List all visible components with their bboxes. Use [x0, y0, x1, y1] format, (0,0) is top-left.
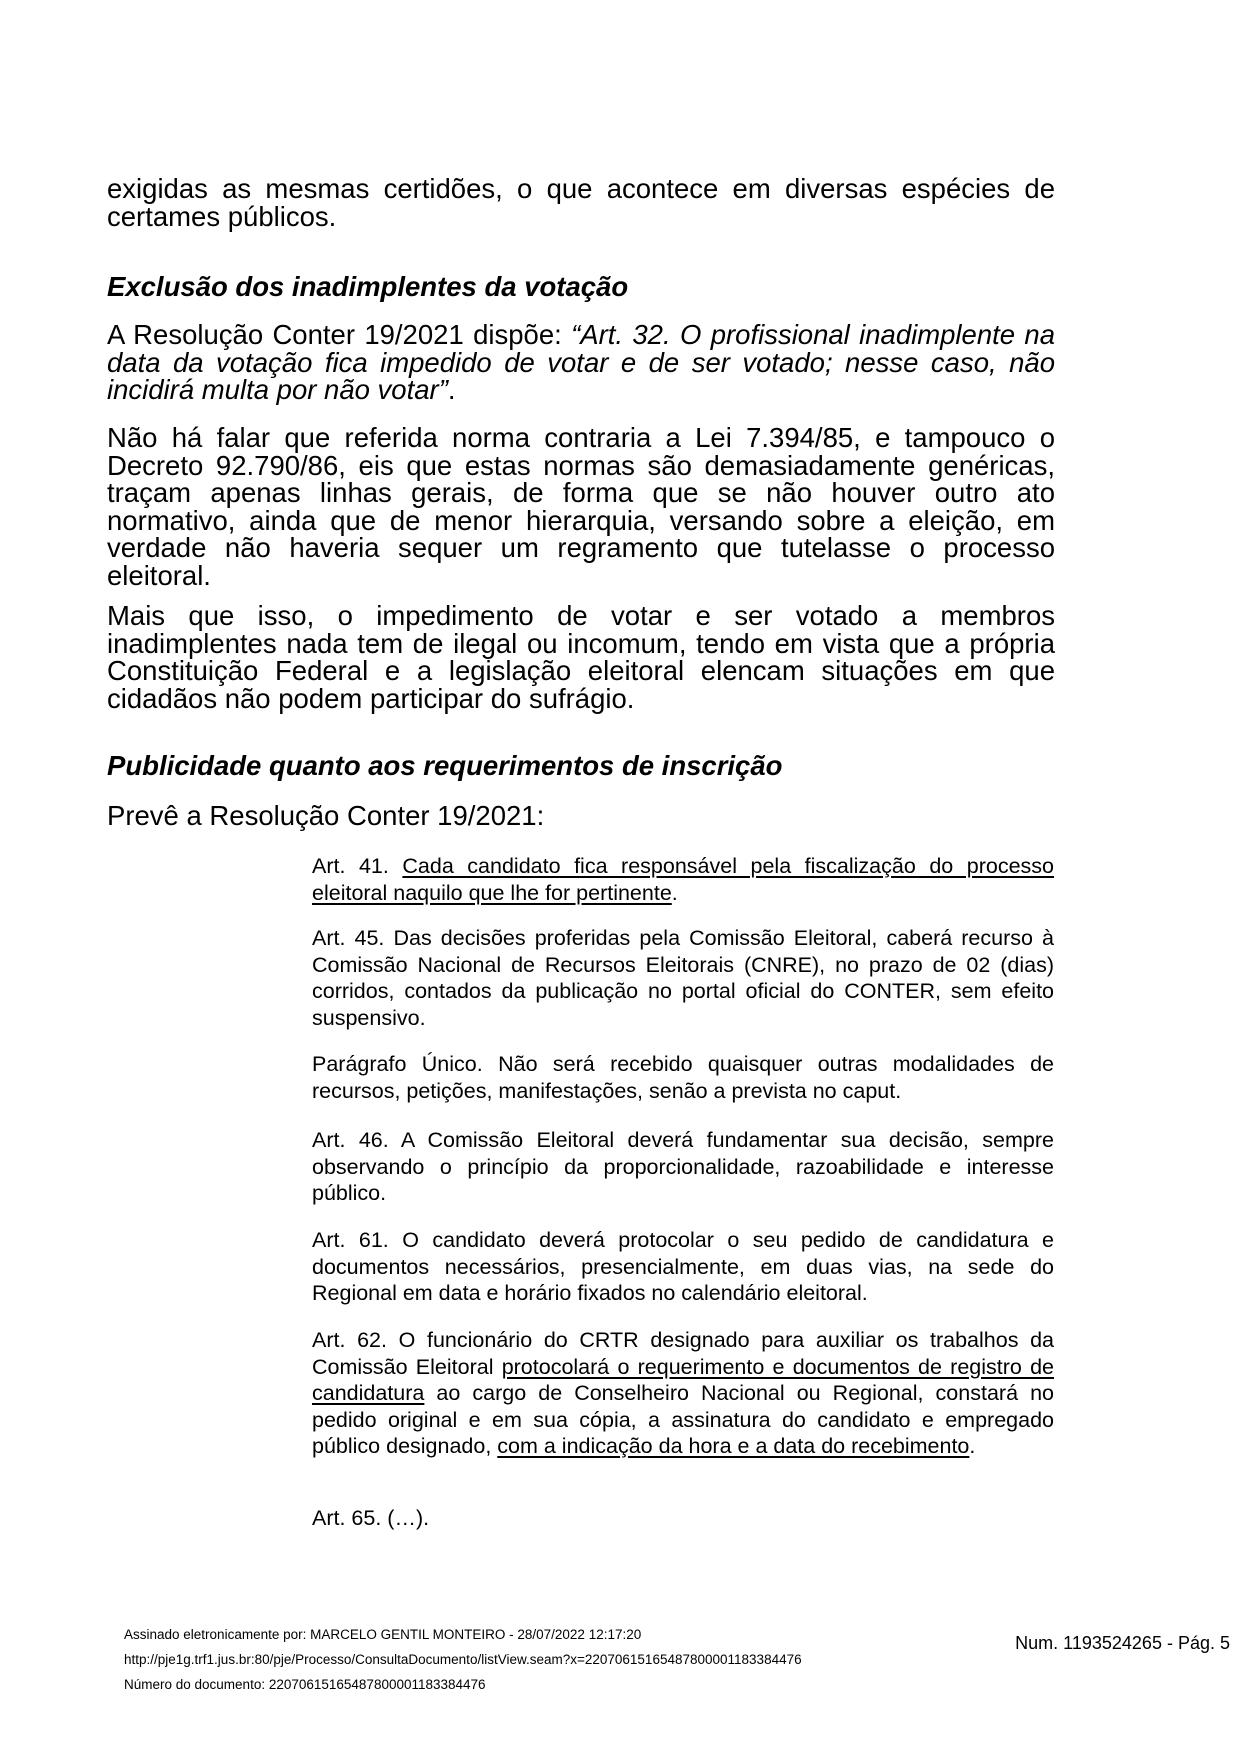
quote-paragrafo-unico: Parágrafo Único. Não será recebido quaisquer outras modalidades de recursos, petições, manifestações, senão a prevista no caput. — [312, 1052, 1054, 1103]
quote-art65: Art. 65. (…). — [312, 1506, 430, 1530]
paragraph-impedimento: Mais que isso, o impedimento de votar e ser votado a membros inadimplentes nada tem de ilegal ou incomum, tendo em vista que a própria Constituição Federal e a legislação eleitoral elencam situações em que cidadãos não podem participar do sufrágio. — [107, 600, 1055, 714]
art41-underlined: Cada candidato fica responsável pela fiscalização do processo eleitoral naquilo que lhe for pertinente — [312, 854, 1054, 905]
quote-art61: Art. 61. O candidato deverá protocolar o seu pedido de candidatura e documentos necessários, presencialmente, em duas vias, na sede do Regional em data e horário fixados no calendário eleitoral. — [312, 1228, 1054, 1305]
quote-art62 — [312, 1327, 1054, 1460]
intro-paragraph: exigidas as mesmas certidões, o que acontece em diversas espécies de certames públicos. — [107, 173, 1055, 232]
quote-art45: Art. 45. Das decisões proferidas pela Comissão Eleitoral, caberá recurso à Comissão Nacional de Recursos Eleitorais (CNRE), no prazo de 02 (dias) corridos, contados da publicação no portal oficial do CONTER, sem efeito suspensivo. — [312, 926, 1054, 1030]
paragraph-preve-resolucao: Prevê a Resolução Conter 19/2021: — [107, 800, 545, 831]
quote-art46: Art. 46. A Comissão Eleitoral deverá fundamentar sua decisão, sempre observando o princípio da proporcionalidade, razoabilidade e interesse público. — [312, 1128, 1054, 1205]
footer-url: http://pje1g.trf1.jus.br:80/pje/Processo/ConsultaDocumento/listView.seam?x=22070615165487800001183384476 — [124, 1652, 802, 1667]
footer-page-ref: Num. 1193524265 - Pág. 5 — [1015, 1633, 1230, 1653]
art41-suffix: . — [671, 880, 678, 905]
paragraph-resolucao-art32 — [107, 321, 1055, 404]
paragraph-end: . — [447, 374, 456, 405]
art62-underlined-1: protocolará o requerimento e documentos de registro de candidatura — [312, 1354, 1054, 1405]
footer-doc-number: Número do documento: 22070615165487800001183384476 — [124, 1677, 486, 1692]
quoted-article-32: “Art. 32. O profissional inadimplente na data da votação fica impedido de votar e de ser votado; nesse caso, não incidirá multa por não votar” — [107, 319, 1055, 405]
art62-part3: . — [969, 1434, 976, 1458]
art62-part1: Art. 62. O funcionário do CRTR designado para auxiliar os trabalhos da Comissão Eleitoral — [312, 1328, 1054, 1379]
art62-underlined-2: com a indicação da hora e a data do recebimento — [497, 1434, 970, 1458]
footer-signed-by: Assinado eletronicamente por: MARCELO GENTIL MONTEIRO - 28/07/2022 12:17:20 — [124, 1627, 642, 1642]
paragraph-lead: A Resolução Conter 19/2021 dispõe: — [107, 319, 572, 350]
section-heading-publicidade: Publicidade quanto aos requerimentos de inscrição — [107, 750, 783, 781]
art41-prefix: Art. 41. — [312, 854, 403, 878]
section-heading-exclusao: Exclusão dos inadimplentes da votação — [107, 271, 629, 302]
paragraph-lei-decreto: Não há falar que referida norma contraria a Lei 7.394/85, e tampouco o Decreto 92.790/86, eis que estas normas são demasiadamente genéricas, traçam apenas linhas gerais, de forma que se não houver outro ato normativo, ainda que de menor hierarquia, versando sobre a eleição, em verdade não haveria sequer um regramento que tutelasse o processo eleitoral. — [107, 422, 1055, 591]
art62-part2: ao cargo de Conselheiro Nacional ou Regional, constará no pedido original e em sua cópia, a assinatura do candidato e empregado público designado, — [312, 1381, 1054, 1458]
quote-art41 — [312, 853, 1054, 906]
